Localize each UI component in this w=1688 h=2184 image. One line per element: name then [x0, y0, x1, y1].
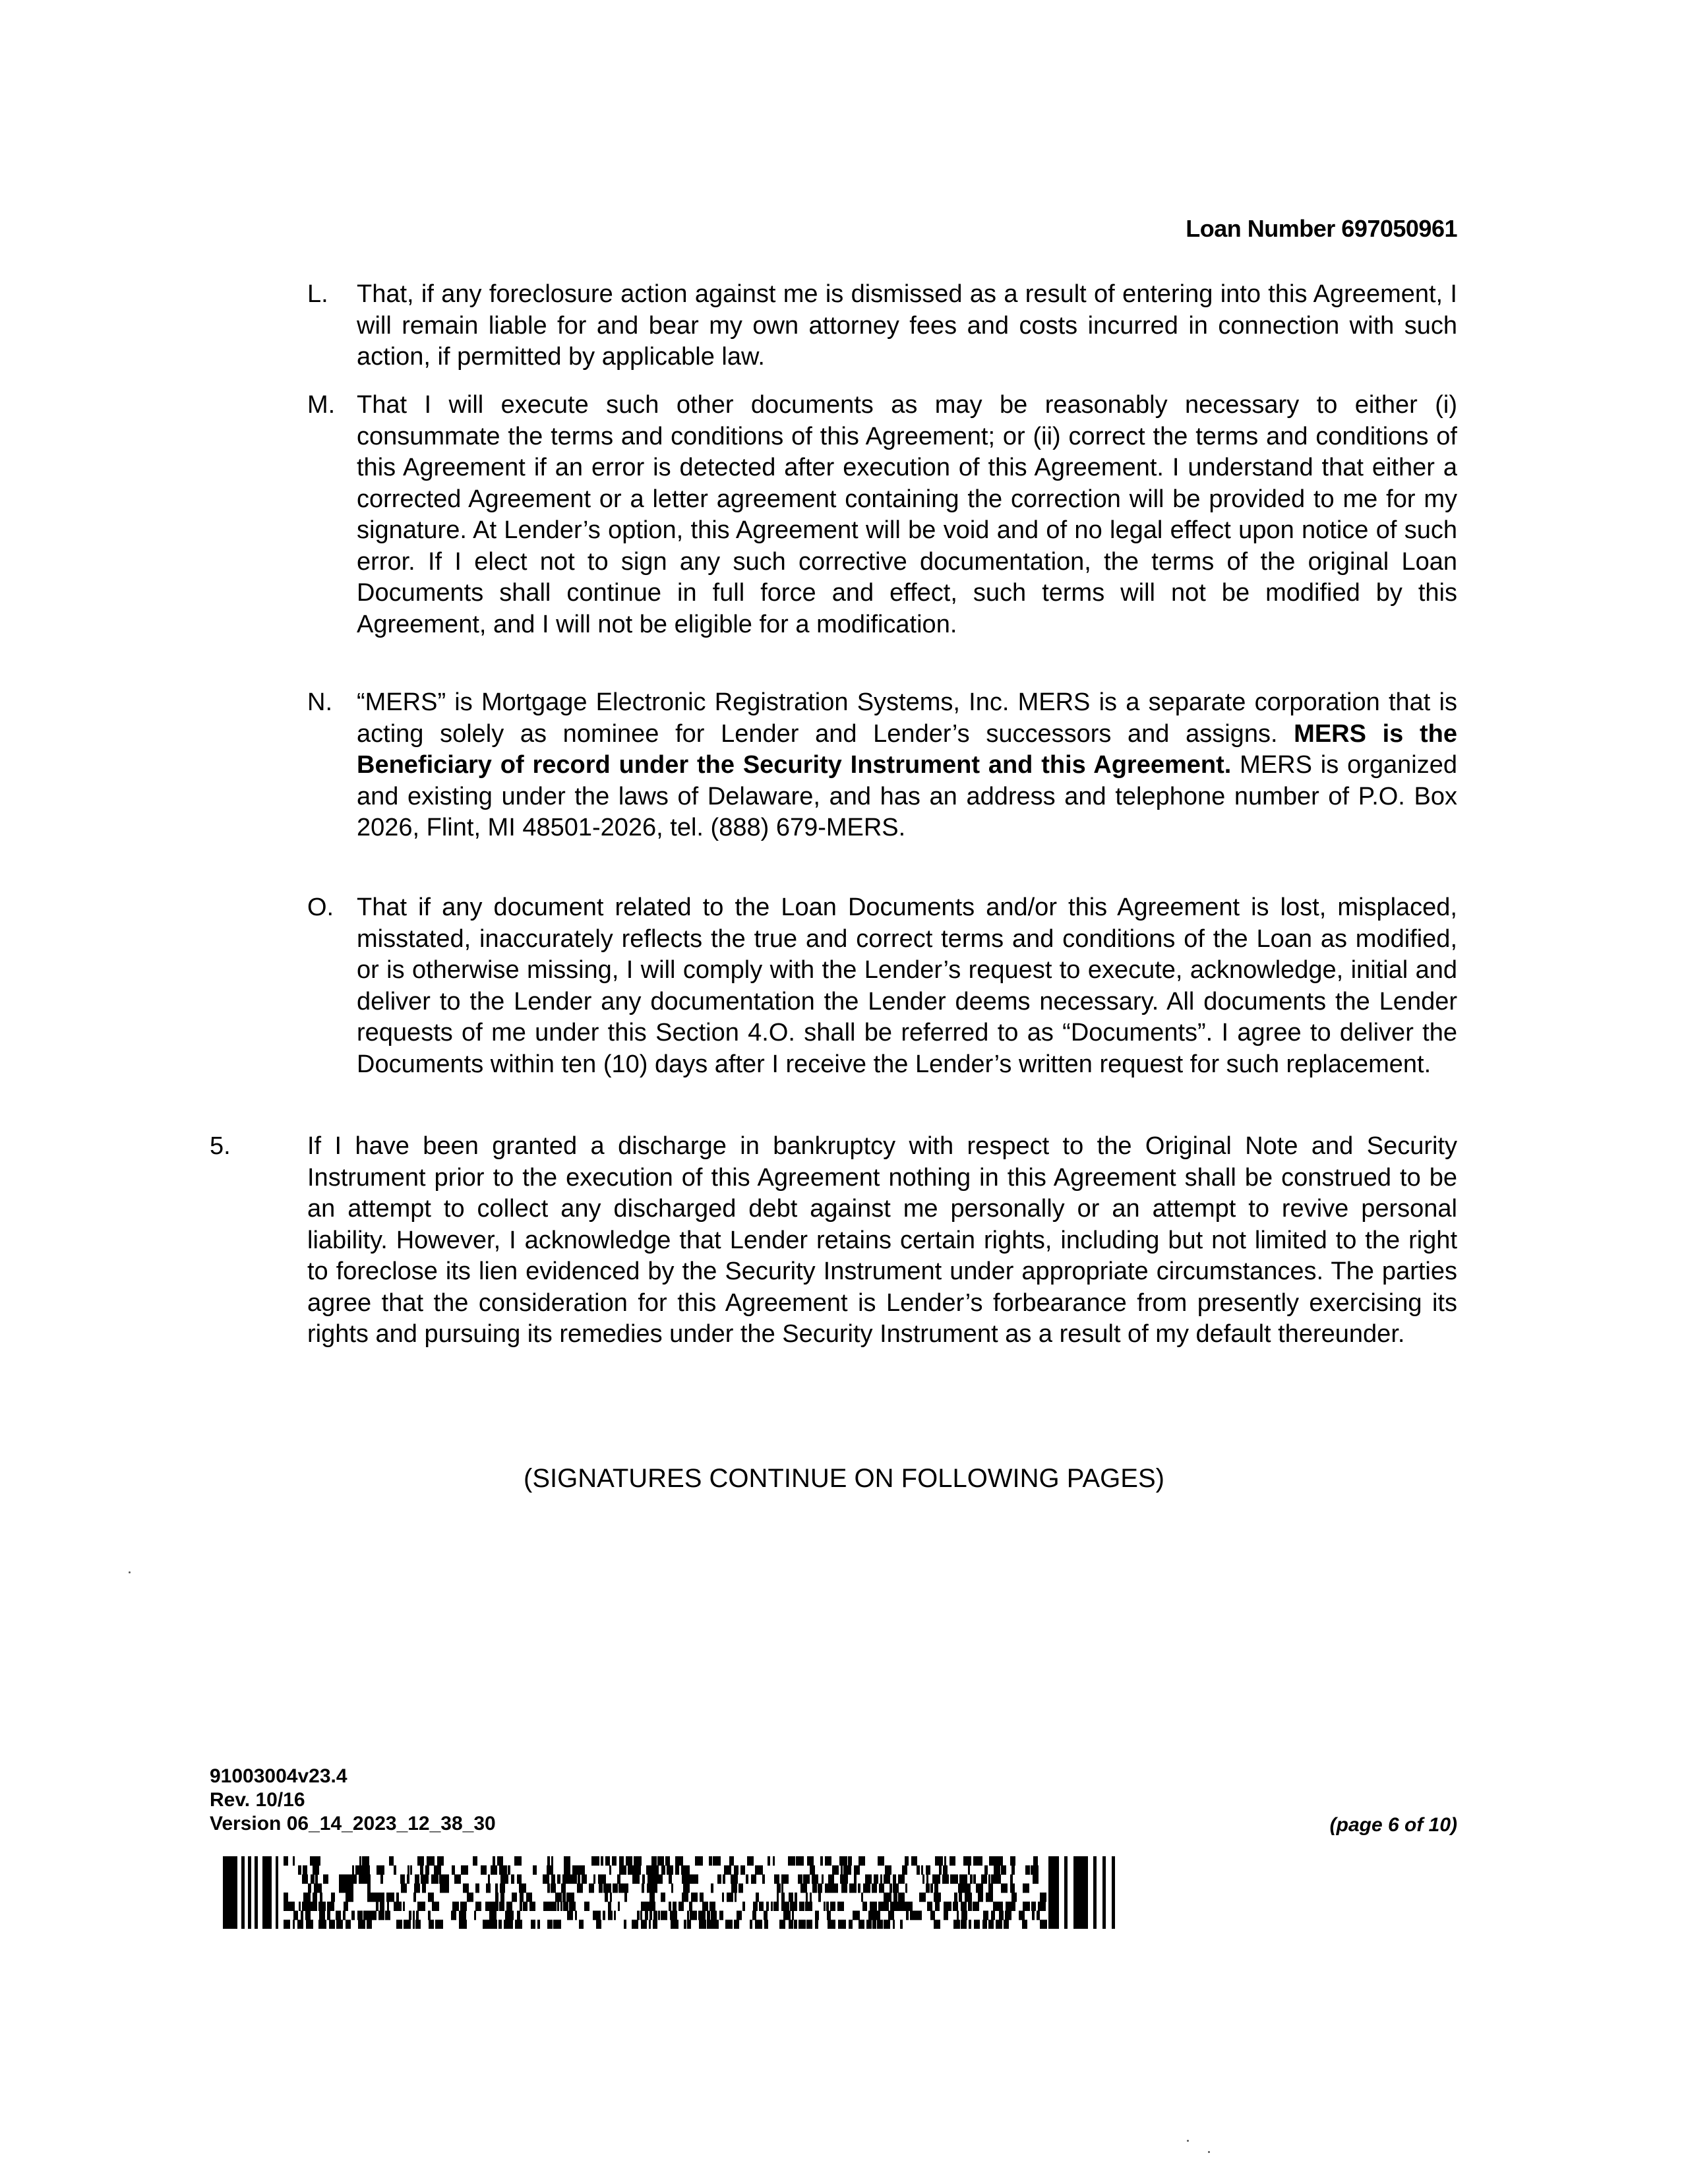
scan-speck [1208, 2151, 1210, 2153]
clause-text: That if any document related to the Loan Documents and/or this Agreement is lost, misplaced, misstated, inaccurately reflects the true and correct terms and conditions of the Loan as modified, or is otherwise missing, I will comply with the Lender’s request to execute, acknowledge, initial and deliver to the Lender any documentation the Lender deems necessary. All documents the Lender requests of me under this Section 4.O. shall be referred to as “Documents”. I agree to deliver the Documents within ten (10) days after I receive the Lender’s written request for such replacement. [357, 894, 1457, 1078]
clause-text-bold: MERS is the Beneficiary of record under the Security Instrument and this Agreement. [357, 719, 1457, 779]
section-5 [210, 1131, 1457, 1350]
scan-speck [1187, 2140, 1189, 2142]
clause-l [307, 279, 1457, 373]
section-text: If I have been granted a discharge in bankruptcy with respect to the Original Note and Security Instrument prior to the execution of this Agreement nothing in this Agreement shall be construed to be an attempt to collect any discharged debt against me personally or an attempt to revive personal liability. However, I acknowledge that Lender retains certain rights, including but not limited to the right to foreclose its lien evidenced by the Security Instrument under appropriate circumstances. The parties agree that the consideration for this Agreement is Lender’s forbearance from presently exercising its rights and pursuing its remedies under the Security Instrument as a result of my default thereunder. [307, 1132, 1457, 1348]
clause-letter: O. [307, 894, 334, 921]
loan-number: Loan Number 697050961 [1186, 215, 1457, 242]
version: Version 06_14_2023_12_38_30 [210, 1813, 496, 1835]
clause-m [307, 390, 1457, 640]
clause-text [357, 687, 1457, 844]
clause-text: That, if any foreclosure action against me is dismissed as a result of entering into this Agreement, I will remain liable for and bear my own attorney fees and costs incurred in connection with such action, if permitted by applicable law. [357, 280, 1457, 371]
clause-text: That I will execute such other documents as may be reasonably necessary to either (i) consummate the terms and conditions of this Agreement; or (ii) correct the terms and conditions of this Agreement if an error is detected after execution of this Agreement. I understand that either a corrected Agreement or a letter agreement containing the correction will be provided to me for my signature. At Lender’s option, this Agreement will be void and of no legal effect upon notice of such error. If I elect not to sign any such corrective documentation, the terms of the original Loan Documents shall continue in full force and effect, such terms will not be modified by this Agreement, and I will not be eligible for a modification. [357, 391, 1457, 638]
form-id: 91003004v23.4 [210, 1765, 347, 1787]
revision: Rev. 10/16 [210, 1789, 305, 1811]
clause-letter: M. [307, 391, 336, 419]
signatures-continue-note: (SIGNATURES CONTINUE ON FOLLOWING PAGES) [524, 1464, 1164, 1493]
clause-o [307, 892, 1457, 1080]
clause-n [307, 687, 1457, 844]
pdf417-barcode [223, 1856, 1120, 1929]
section-number: 5. [210, 1132, 231, 1160]
clause-letter: N. [307, 688, 332, 716]
clause-text-before: “MERS” is Mortgage Electronic Registration Systems, Inc. MERS is a separate corporation that is acting solely as nominee for Lender and Lender’s successors and assigns. [357, 688, 1457, 748]
footer-form-info [210, 1765, 496, 1836]
page-indicator: (page 6 of 10) [1329, 1814, 1457, 1836]
clause-letter: L. [307, 280, 328, 308]
clause-text-after: MERS is organized and existing under the laws of Delaware, and has an address and telephone number of P.O. Box 2026, Flint, MI 48501-2026, tel. (888) 679-MERS. [357, 751, 1457, 841]
scan-speck [129, 1571, 131, 1573]
